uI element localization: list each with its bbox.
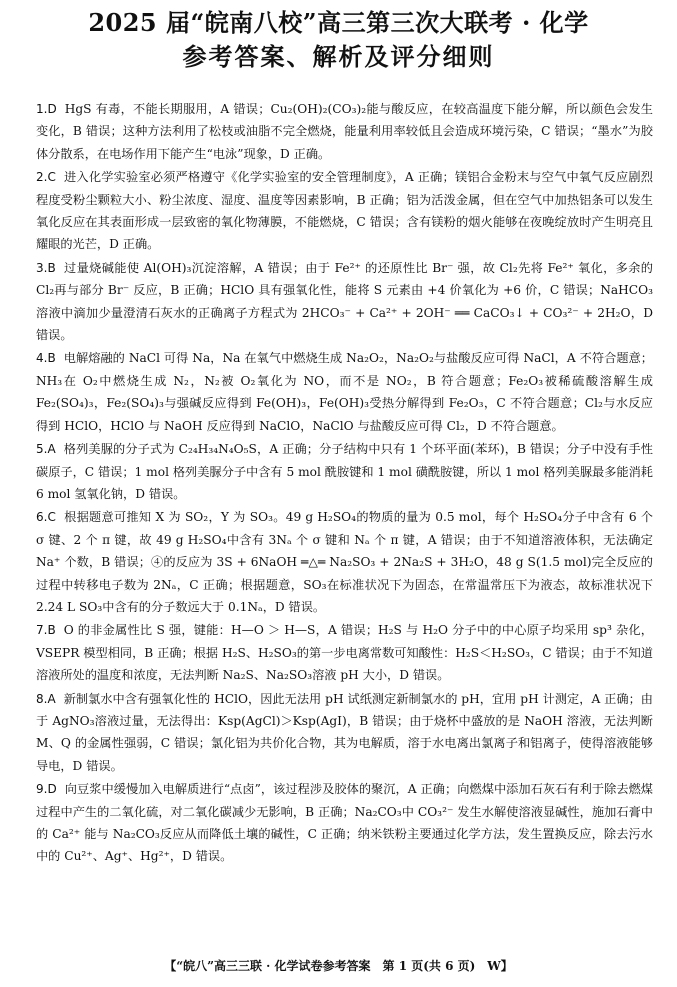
- answer-explanation: 新制氯水中含有强氧化性的 HClO，因此无法用 pH 试纸测定新制氯水的 pH，宜用 pH 计测定，A 正确；由于 AgNO₃溶液过量，无法得出：Ksp(AgCl)＞Ksp(AgI)，B 错误；由于烧杯中盛放的是 NaOH 溶液，无法判断 M、Q 的金属性强弱，C 错误；氯化铝为共价化合物，其为电解质，溶于水电离出氯离子和铝离子，使得溶液能够导电，D 错误。: [36, 691, 653, 773]
- answer-number: 5.A: [36, 442, 56, 457]
- answer-number: 3.B: [36, 260, 56, 275]
- answer-item-7: [36, 619, 653, 686]
- answer-number: 1.D: [36, 102, 57, 116]
- page-title: 2025 届“皖南八校”高三第三次大联考 · 化学: [88, 8, 589, 37]
- answer-number: 6.C: [36, 510, 56, 525]
- answer-explanation: O 的非金属性比 S 强，键能：H—O ＞ H—S，A 错误；H₂S 与 H₂O 分子中的中心原子均采用 sp³ 杂化，VSEPR 模型相同，B 正确；根据 H₂S、H₂SO₃的第一步电离常数可知酸性：H₂S＜H₂SO₃，C 错误；由于不知道溶液所处的温度和浓度，无法判断 Na₂S、Na₂SO₃溶液 pH 大小，D 错误。: [36, 623, 653, 683]
- answer-explanation: 进入化学实验室必须严格遵守《化学实验室的安全管理制度》，A 正确；镁铝合金粉末与空气中氧气反应剧烈程度受粉尘颗粒大小、粉尘浓度、湿度、温度等因素影响，B 正确；铝为活泼金属，但在空气中加热铝条可以发生氧化反应在其表面形成一层致密的氧化物薄膜，不能燃烧，C 错误；含有镁粉的烟火能够在夜晚绽放时产生明亮且耀眼的光芒，D 正确。: [36, 170, 653, 252]
- answer-explanation: HgS 有毒，不能长期服用，A 错误；Cu₂(OH)₂(CO₃)₂能与酸反应，在较高温度下能分解，所以颜色会发生变化，B 错误；这种方法利用了松枝或油脂不完全燃烧，能量利用率较低且会造成环境污染，C 错误；“墨水”为胶体分散系，在电场作用下能产生“电泳”现象，D 正确。: [36, 102, 653, 161]
- page-subtitle: 参考答案、解析及评分细则: [182, 42, 495, 71]
- answer-item-5: [36, 438, 653, 505]
- answer-number: 9.D: [36, 782, 57, 797]
- answer-item-8: [36, 688, 653, 778]
- answer-number: 7.B: [36, 623, 56, 638]
- answer-explanation: 电解熔融的 NaCl 可得 Na，Na 在氧气中燃烧生成 Na₂O₂，Na₂O₂与盐酸反应可得 NaCl，A 不符合题意；NH₃在 O₂中燃烧生成 N₂，N₂被 O₂氧化为 NO，而不是 NO₂，B 符合题意；Fe₂O₃被稀硫酸溶解生成 Fe₂(SO₄)₃，Fe₂(SO₄)₃与强碱反应得到 Fe(OH)₃，Fe(OH)₃受热分解得到 Fe₂O₃，C 不符合题意；Cl₂与水反应得到 HClO，HClO 与 NaOH 反应得到 NaClO，NaClO 与盐酸反应可得 Cl₂，D 不符合题意。: [36, 351, 653, 433]
- answer-item-6: [36, 506, 653, 618]
- answer-number: 8.A: [36, 691, 56, 706]
- answer-item-4: [36, 347, 653, 437]
- answer-list: [36, 98, 653, 869]
- answer-explanation: 格列美脲的分子式为 C₂₄H₃₄N₄O₅S，A 正确；分子结构中只有 1 个环平面(苯环)，B 错误；分子中没有手性碳原子，C 错误；1 mol 格列美脲分子中含有 5 mol 酰胺键和 1 mol 磺酰胺键，所以 1 mol 格列美脲最多能消耗 6 mol 氢氧化钠，D 错误。: [36, 442, 653, 501]
- answer-item-2: [36, 166, 653, 256]
- answer-explanation: 向豆浆中缓慢加入电解质进行“点卤”，该过程涉及胶体的聚沉，A 正确；向燃煤中添加石灰石有利于除去燃煤过程中产生的二氧化硫，对二氧化碳减少无影响，B 正确；Na₂CO₃中 CO₃²⁻ 发生水解使溶液显碱性，施加石膏中的 Ca²⁺ 能与 Na₂CO₃反应从而降低土壤的碱性，C 正确；纳米铁粉主要通过化学方法，发生置换反应，除去污水中的 Cu²⁺、Ag⁺、Hg²⁺，D 错误。: [36, 782, 653, 864]
- page-footer: 【“皖八”高三三联 · 化学试卷参考答案 第 1 页(共 6 页) W】: [164, 959, 513, 973]
- answer-number: 2.C: [36, 170, 56, 185]
- answer-explanation: 过量烧碱能使 Al(OH)₃沉淀溶解，A 错误；由于 Fe²⁺ 的还原性比 Br⁻ 强，故 Cl₂先将 Fe²⁺ 氧化，多余的 Cl₂再与部分 Br⁻ 反应，B 正确；HClO 具有强氧化性，能将 S 元素由 +4 价氧化为 +6 价，C 错误；NaHCO₃溶液中滴加少量澄清石灰水的正确离子方程式为 2HCO₃⁻ + Ca²⁺ + 2OH⁻ ══ CaCO₃↓ + CO₃²⁻ + 2H₂O，D 错误。: [36, 260, 653, 343]
- answer-item-3: [36, 257, 653, 347]
- answer-number: 4.B: [36, 351, 56, 366]
- answer-item-9: [36, 778, 653, 868]
- answer-explanation: 根据题意可推知 X 为 SO₂，Y 为 SO₃。49 g H₂SO₄的物质的量为 0.5 mol，每个 H₂SO₄分子中含有 6 个 σ 键、2 个 π 键，故 49 g H₂SO₄中含有 3Nₐ 个 σ 键和 Nₐ 个 π 键，A 错误；由于不知道溶液体积，无法确定 Na⁺ 个数，B 错误；④的反应为 3S + 6NaOH ═△═ Na₂SO₃ + 2Na₂S + 3H₂O，48 g S(1.5 mol)完全反应的过程中转移电子数为 2Nₐ，C 正确；根据题意，SO₃在标准状况下为固态，在常温常压下为液态，故标准状况下 2.24 L SO₃中含有的分子数远大于 0.1Nₐ，D 错误。: [36, 510, 653, 614]
- answer-item-1: [36, 98, 653, 165]
